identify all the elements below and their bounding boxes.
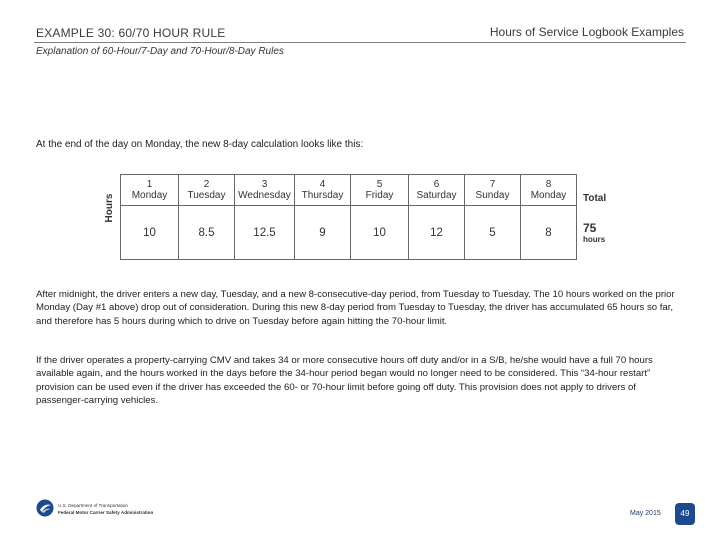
page-title: EXAMPLE 30: 60/70 HOUR RULE: [36, 26, 226, 40]
page-number-badge: 49: [675, 503, 695, 525]
header-divider: [34, 42, 686, 43]
day-header-cell: [409, 175, 465, 206]
hours-table: [120, 174, 621, 260]
hours-cell: 10: [121, 206, 179, 260]
day-name: Thursday: [301, 190, 344, 201]
day-number: 3: [261, 179, 268, 190]
agency-name: [58, 502, 153, 516]
hours-cell: 9: [295, 206, 351, 260]
day-number: 1: [146, 179, 153, 190]
day-name: Monday: [131, 190, 168, 201]
day-number: 8: [545, 179, 552, 190]
day-header-cell: [179, 175, 235, 206]
hours-cell: 10: [351, 206, 409, 260]
day-number: 6: [433, 179, 440, 190]
day-name: Wednesday: [238, 190, 291, 201]
day-header-cell: [521, 175, 577, 206]
day-header-cell: [235, 175, 295, 206]
day-header-cell: [351, 175, 409, 206]
page-subtitle: Explanation of 60-Hour/7-Day and 70-Hour/8-Day Rules: [36, 46, 284, 57]
day-header-cell: [121, 175, 179, 206]
agency-line-2: Federal Motor Carrier Safety Administration: [58, 510, 154, 515]
agency-line-1: U.S. Department of Transportation: [58, 503, 128, 508]
table-header-row: [121, 175, 621, 206]
total-cell: [577, 206, 621, 260]
hours-cell: 5: [465, 206, 521, 260]
footer-date: May 2015: [630, 510, 661, 517]
hours-cell: 8: [521, 206, 577, 260]
day-name: Friday: [365, 190, 394, 201]
day-header-cell: [295, 175, 351, 206]
intro-text: At the end of the day on Monday, the new 8-day calculation looks like this:: [36, 139, 364, 150]
day-header-cell: [465, 175, 521, 206]
hours-cell: 8.5: [179, 206, 235, 260]
document-title: Hours of Service Logbook Examples: [489, 25, 684, 39]
hours-cell: 12: [409, 206, 465, 260]
day-name: Sunday: [475, 190, 510, 201]
day-number: 2: [203, 179, 210, 190]
day-name: Saturday: [416, 190, 457, 201]
hours-cell: 12.5: [235, 206, 295, 260]
day-number: 4: [319, 179, 326, 190]
day-name: Monday: [530, 190, 567, 201]
day-number: 7: [489, 179, 496, 190]
table-hours-row: [121, 206, 621, 260]
paragraph-restart: If the driver operates a property-carrying CMV and takes 34 or more consecutive hours off duty and/or in a S/B, he/she would have a full 70 hours available again, and the hours worked in the days before the 34-hour period began would no longer need to be considered. This “34-hour restart” provision can be used even if the driver has exceeded the 60- or 70-hour limit before going off duty. This provision does not apply to drivers of passenger-carrying vehicles.: [36, 355, 653, 406]
day-number: 5: [376, 179, 383, 190]
hours-row-label: Hours: [104, 193, 115, 223]
total-label: Total: [583, 192, 607, 204]
day-name: Tuesday: [187, 190, 226, 201]
dot-logo-icon: [36, 499, 54, 517]
total-unit: hours: [583, 234, 606, 244]
paragraph-midnight: After midnight, the driver enters a new day, Tuesday, and a new 8-consecutive-day period, from Tuesday to Tuesday. The 10 hours worked on the prior Monday (Day #1 above) drop out of consideration. During this new 8-day period from Tuesday to Tuesday, the driver has accumulated 65 hours so far, and therefore has 5 hours during which to drive on Tuesday before again hitting the 70-hour limit.: [36, 289, 675, 327]
total-value: 75: [583, 220, 597, 235]
hours-table-figure: [104, 172, 624, 262]
